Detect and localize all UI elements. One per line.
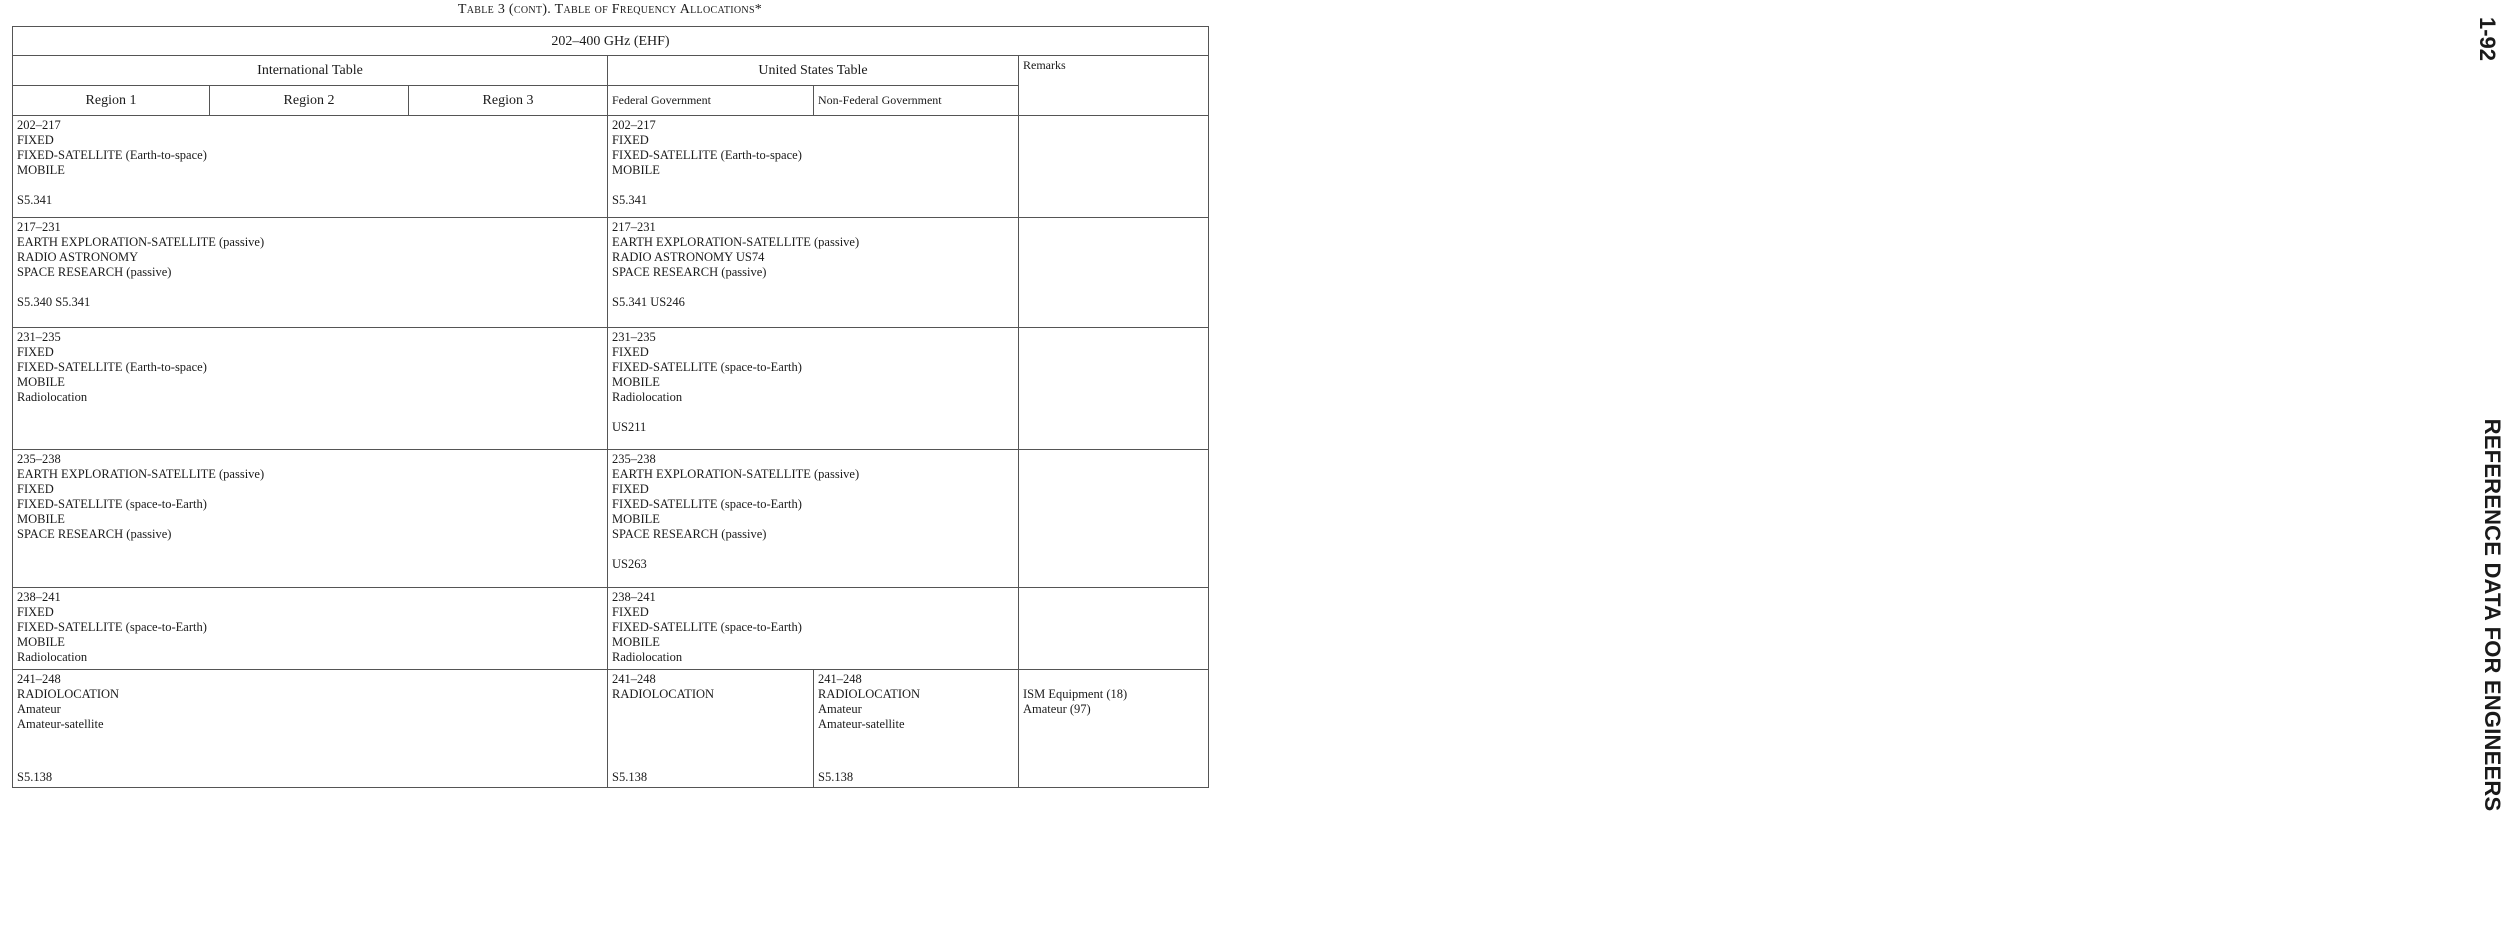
allocation-line: FIXED bbox=[17, 482, 54, 496]
allocation-line: 217–231 bbox=[612, 220, 656, 234]
international-allocation bbox=[13, 218, 608, 328]
allocation-line: 202–217 bbox=[17, 118, 61, 132]
allocation-line: RADIOLOCATION bbox=[17, 687, 120, 701]
spacer bbox=[17, 178, 603, 193]
allocation-lines bbox=[612, 672, 809, 702]
cell-content bbox=[612, 672, 809, 785]
allocation-line: RADIOLOCATION bbox=[612, 687, 715, 701]
international-allocation bbox=[13, 328, 608, 450]
spacer bbox=[612, 542, 1014, 557]
allocation-line: 217–231 bbox=[17, 220, 61, 234]
footnote-reference: S5.138 bbox=[17, 770, 53, 784]
footnote-reference: S5.341 bbox=[612, 193, 648, 207]
allocation-line: Amateur bbox=[17, 702, 61, 716]
allocation-line: MOBILE bbox=[17, 512, 65, 526]
footnote-reference: US263 bbox=[612, 557, 647, 571]
spacer bbox=[612, 405, 1014, 420]
allocation-line: 235–238 bbox=[17, 452, 61, 466]
allocation-line: FIXED bbox=[612, 345, 649, 359]
allocation-line: Radiolocation bbox=[612, 650, 683, 664]
remarks-cell bbox=[1019, 450, 1209, 588]
allocation-line: EARTH EXPLORATION-SATELLITE (passive) bbox=[612, 235, 860, 249]
us-allocation bbox=[608, 450, 1019, 588]
allocation-line: SPACE RESEARCH (passive) bbox=[612, 265, 767, 279]
allocation-line: ISM Equipment (18) bbox=[1023, 687, 1128, 701]
international-allocation bbox=[13, 116, 608, 218]
allocation-line: MOBILE bbox=[17, 635, 65, 649]
us-allocation bbox=[608, 116, 1019, 218]
allocation-line: Amateur-satellite bbox=[818, 717, 905, 731]
allocation-line: EARTH EXPLORATION-SATELLITE (passive) bbox=[17, 235, 265, 249]
allocation-line: FIXED bbox=[17, 133, 54, 147]
cell-content bbox=[818, 672, 1014, 785]
allocation-line: 231–235 bbox=[17, 330, 61, 344]
nonfederal-allocation bbox=[814, 670, 1019, 788]
band-header: 202–400 GHz (EHF) bbox=[13, 27, 1209, 56]
footnote-reference: S5.341 US246 bbox=[612, 295, 685, 309]
footnote-reference: S5.340 S5.341 bbox=[17, 295, 91, 309]
allocation-line: SPACE RESEARCH (passive) bbox=[17, 527, 172, 541]
nonfederal-header: Non-Federal Government bbox=[814, 86, 1019, 116]
allocation-line: SPACE RESEARCH (passive) bbox=[17, 265, 172, 279]
table-row bbox=[13, 218, 1209, 328]
allocation-line: MOBILE bbox=[612, 375, 660, 389]
region1-header: Region 1 bbox=[13, 86, 210, 116]
allocation-line: 231–235 bbox=[612, 330, 656, 344]
allocation-line: Amateur-satellite bbox=[17, 717, 104, 731]
allocation-line: Amateur bbox=[818, 702, 862, 716]
federal-header: Federal Government bbox=[608, 86, 814, 116]
allocation-line: 241–248 bbox=[818, 672, 862, 686]
allocation-line: FIXED bbox=[612, 482, 649, 496]
allocation-line: EARTH EXPLORATION-SATELLITE (passive) bbox=[17, 467, 265, 481]
allocation-line: FIXED-SATELLITE (space-to-Earth) bbox=[17, 620, 207, 634]
table-title: Table 3 (cont). Table of Frequency Allocations* bbox=[457, 2, 763, 17]
allocation-line: MOBILE bbox=[612, 512, 660, 526]
page-number: 1-92 bbox=[2475, 16, 2500, 62]
footnote-reference: US211 bbox=[612, 420, 647, 434]
allocation-line: RADIOLOCATION bbox=[818, 687, 921, 701]
allocation-line: 238–241 bbox=[17, 590, 61, 604]
running-head: REFERENCE DATA FOR ENGINEERS bbox=[2480, 418, 2505, 812]
spacer bbox=[612, 280, 1014, 295]
allocation-line: Amateur (97) bbox=[1023, 702, 1091, 716]
allocation-line: FIXED bbox=[612, 133, 649, 147]
international-allocation bbox=[13, 670, 608, 788]
table-row bbox=[13, 670, 1209, 788]
us-table-header: United States Table bbox=[608, 56, 1019, 86]
allocation-line: Radiolocation bbox=[612, 390, 683, 404]
allocation-line: FIXED bbox=[17, 605, 54, 619]
allocation-line: FIXED-SATELLITE (space-to-Earth) bbox=[17, 497, 207, 511]
region3-header: Region 3 bbox=[409, 86, 608, 116]
remarks-cell bbox=[1019, 328, 1209, 450]
remarks-header: Remarks bbox=[1019, 56, 1209, 116]
allocation-line: FIXED-SATELLITE (Earth-to-space) bbox=[17, 360, 207, 374]
cell-content bbox=[17, 672, 603, 785]
allocation-lines bbox=[17, 672, 603, 732]
allocation-line: Radiolocation bbox=[17, 390, 88, 404]
footnote-reference: S5.341 bbox=[17, 193, 53, 207]
allocation-line: FIXED-SATELLITE (Earth-to-space) bbox=[612, 148, 802, 162]
us-allocation bbox=[608, 218, 1019, 328]
allocation-line: 241–248 bbox=[17, 672, 61, 686]
allocation-line: FIXED-SATELLITE (space-to-Earth) bbox=[612, 497, 802, 511]
allocation-line: RADIO ASTRONOMY bbox=[17, 250, 139, 264]
allocation-line: FIXED-SATELLITE (space-to-Earth) bbox=[612, 360, 802, 374]
table-row bbox=[13, 450, 1209, 588]
region2-header: Region 2 bbox=[210, 86, 409, 116]
allocation-line: FIXED-SATELLITE (Earth-to-space) bbox=[17, 148, 207, 162]
remarks-cell bbox=[1019, 588, 1209, 670]
us-allocation bbox=[608, 588, 1019, 670]
allocation-line: FIXED-SATELLITE (space-to-Earth) bbox=[612, 620, 802, 634]
table-row bbox=[13, 328, 1209, 450]
remarks-cell bbox=[1019, 670, 1209, 788]
footnote-reference: S5.138 bbox=[612, 770, 648, 784]
international-table-header: International Table bbox=[13, 56, 608, 86]
footnote-reference: S5.138 bbox=[818, 770, 854, 784]
remarks-cell bbox=[1019, 218, 1209, 328]
allocation-line: Radiolocation bbox=[17, 650, 88, 664]
international-allocation bbox=[13, 588, 608, 670]
side-margin bbox=[1230, 0, 2505, 838]
allocation-line: RADIO ASTRONOMY US74 bbox=[612, 250, 765, 264]
table-row bbox=[13, 588, 1209, 670]
allocation-line: MOBILE bbox=[17, 163, 65, 177]
allocation-line: MOBILE bbox=[612, 635, 660, 649]
allocation-line: FIXED bbox=[612, 605, 649, 619]
allocation-line: 235–238 bbox=[612, 452, 656, 466]
frequency-allocation-table bbox=[12, 26, 1209, 788]
allocation-line: 238–241 bbox=[612, 590, 656, 604]
allocation-line: SPACE RESEARCH (passive) bbox=[612, 527, 767, 541]
allocation-line: EARTH EXPLORATION-SATELLITE (passive) bbox=[612, 467, 860, 481]
spacer bbox=[17, 280, 603, 295]
spacer bbox=[612, 178, 1014, 193]
international-allocation bbox=[13, 450, 608, 588]
allocation-line: MOBILE bbox=[17, 375, 65, 389]
us-allocation bbox=[608, 328, 1019, 450]
allocation-lines bbox=[818, 672, 1014, 732]
allocation-line: 241–248 bbox=[612, 672, 656, 686]
allocation-line: MOBILE bbox=[612, 163, 660, 177]
allocation-line: FIXED bbox=[17, 345, 54, 359]
remarks-cell bbox=[1019, 116, 1209, 218]
federal-allocation bbox=[608, 670, 814, 788]
table-row bbox=[13, 116, 1209, 218]
allocation-line: 202–217 bbox=[612, 118, 656, 132]
